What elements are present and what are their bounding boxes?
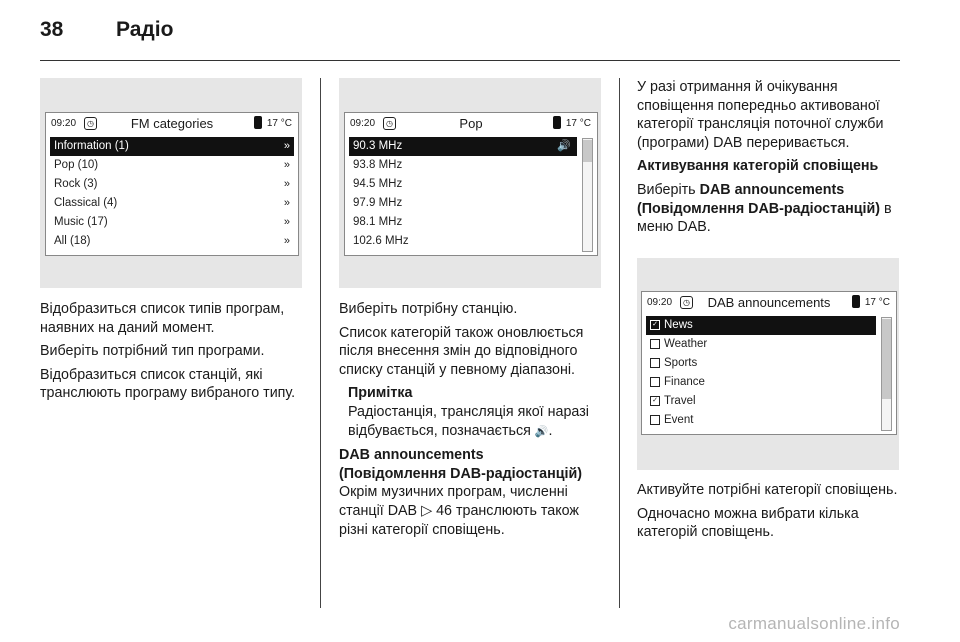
paragraph: У разі отримання й очікування сповіщення попередньо активованої категорії трансляція поточної служби (програми) DAB переривається.: [637, 79, 884, 151]
list-item[interactable]: [50, 137, 294, 156]
checkbox-checked-icon[interactable]: ✓: [650, 320, 660, 330]
clock-text: 09:20: [51, 118, 77, 129]
list-item[interactable]: [349, 213, 577, 232]
clock-text: 09:20: [350, 118, 376, 129]
list-item[interactable]: [646, 392, 876, 411]
screen-title: Pop: [459, 116, 483, 131]
paragraph: Список категорій також оновлюється після внесення змін до відповідного списку станцій у певному діапазоні.: [339, 324, 584, 378]
station-list: [349, 137, 577, 251]
list-item-label: 97.9 MHz: [353, 197, 403, 209]
fm-categories-figure: [40, 78, 302, 288]
checkbox-icon[interactable]: [650, 358, 660, 368]
note-block: [339, 384, 611, 441]
paragraph: Одночасно можна вибрати кілька категорій сповіщень.: [637, 505, 859, 541]
list-item-label: Information (1): [54, 140, 129, 152]
list-item-label: Classical (4): [54, 197, 118, 209]
list-item-label: News: [664, 319, 693, 331]
list-item[interactable]: [50, 232, 294, 251]
paragraph: Активуйте потрібні категорії сповіщень.: [637, 482, 898, 498]
status-bar: [345, 113, 597, 135]
list-item[interactable]: [50, 175, 294, 194]
announcement-list: [646, 316, 876, 430]
temperature: 17 °C: [565, 118, 591, 129]
list-item-label: Weather: [664, 338, 708, 350]
list-item[interactable]: [349, 137, 577, 156]
checkbox-icon[interactable]: [650, 377, 660, 387]
paragraph: Виберіть потрібний тип програми.: [40, 343, 265, 360]
checkbox-checked-icon[interactable]: ✓: [650, 396, 660, 406]
clock-text: 09:20: [647, 297, 673, 308]
speaker-icon: 🔊: [534, 425, 549, 438]
column-2-text: [339, 300, 611, 544]
chevron-right-icon: »: [283, 235, 290, 247]
section-heading: Активування категорій сповіщень: [637, 158, 879, 175]
list-item-label: 102.6 MHz: [353, 235, 409, 247]
list-item[interactable]: [50, 194, 294, 213]
column-divider-2: [619, 78, 620, 608]
column-3-text-bottom: [637, 481, 899, 547]
speaker-icon: 🔊: [557, 140, 571, 152]
list-item-label: Travel: [664, 395, 696, 407]
list-item[interactable]: [349, 194, 577, 213]
list-item[interactable]: [349, 232, 577, 251]
list-item-label: 94.5 MHz: [353, 178, 403, 190]
checkbox-icon[interactable]: [650, 339, 660, 349]
screen-title: DAB announcements: [707, 295, 831, 310]
list-item-label: Finance: [664, 376, 705, 388]
clock-icon: ◷: [680, 296, 693, 309]
list-item-label: All (18): [54, 235, 91, 247]
scrollbar-thumb[interactable]: [882, 319, 891, 399]
list-item-label: Music (17): [54, 216, 108, 228]
section-heading: DAB announcements: [339, 447, 484, 464]
fm-categories-screen: [45, 112, 299, 256]
paragraph: Відобразиться список типів програм, наявних на даний момент.: [40, 301, 285, 336]
status-bar: [46, 113, 298, 135]
list-item-label: Rock (3): [54, 178, 98, 190]
list-item-label: Event: [664, 414, 694, 426]
category-list: [50, 137, 294, 251]
dab-announcements-figure: [637, 258, 899, 470]
list-item-label: 93.8 MHz: [353, 159, 403, 171]
dab-announcements-screen: [641, 291, 897, 435]
pop-stations-screen: [344, 112, 598, 256]
chevron-right-icon: »: [283, 216, 290, 228]
section-heading: (Повідомлення DAB-радіостанцій): [339, 465, 583, 482]
thermometer-icon: [852, 295, 860, 308]
list-item[interactable]: [349, 175, 577, 194]
list-item[interactable]: [349, 156, 577, 175]
status-bar: [642, 292, 896, 314]
list-item-label: 90.3 MHz: [353, 140, 403, 152]
scrollbar[interactable]: [582, 138, 593, 252]
thermometer-icon: [254, 116, 262, 129]
temperature: 17 °C: [864, 297, 890, 308]
list-item-label: Sports: [664, 357, 698, 369]
screen-title: FM categories: [130, 116, 214, 131]
chevron-right-icon: »: [283, 159, 290, 171]
thermometer-icon: [553, 116, 561, 129]
footer-watermark: carmanualsonline.info: [728, 614, 900, 633]
clock-icon: ◷: [84, 117, 97, 130]
chevron-right-icon: »: [283, 197, 290, 209]
page-number: 38: [40, 18, 64, 41]
scrollbar-thumb[interactable]: [583, 140, 592, 162]
column-1-text: [40, 300, 312, 408]
list-item-label: 98.1 MHz: [353, 216, 403, 228]
checkbox-icon[interactable]: [650, 415, 660, 425]
column-3-text-top: [637, 78, 899, 242]
temperature: 17 °C: [266, 118, 292, 129]
paragraph: Виберіть потрібну станцію.: [339, 301, 518, 317]
scrollbar[interactable]: [881, 317, 892, 431]
chevron-right-icon: »: [283, 178, 290, 190]
list-item[interactable]: [646, 373, 876, 392]
paragraph: Окрім музичних програм, численні станції DAB ▷ 46 транслюють також різні категорії сповіщень.: [339, 484, 579, 538]
page-title: Радіо: [116, 18, 174, 41]
header-rule: [40, 60, 900, 61]
pop-stations-figure: [339, 78, 601, 288]
note-text: Радіостанція, трансляція якої наразі відбувається, позначається 🔊.: [348, 403, 589, 439]
list-item[interactable]: [646, 411, 876, 430]
list-item[interactable]: [646, 354, 876, 373]
note-title: Примітка: [348, 385, 413, 402]
list-item[interactable]: [646, 316, 876, 335]
list-item[interactable]: [50, 213, 294, 232]
chevron-right-icon: »: [283, 140, 290, 152]
list-item[interactable]: [646, 335, 876, 354]
page-reference-icon: ▷: [421, 502, 433, 519]
clock-icon: ◷: [383, 117, 396, 130]
column-divider-1: [320, 78, 321, 608]
list-item[interactable]: [50, 156, 294, 175]
paragraph: Виберіть DAB announcements (Повідомлення DAB-радіостанцій) в меню DAB.: [637, 181, 892, 236]
list-item-label: Pop (10): [54, 159, 99, 171]
paragraph: Відобразиться список станцій, які транслюють програму вибраного типу.: [40, 366, 296, 402]
